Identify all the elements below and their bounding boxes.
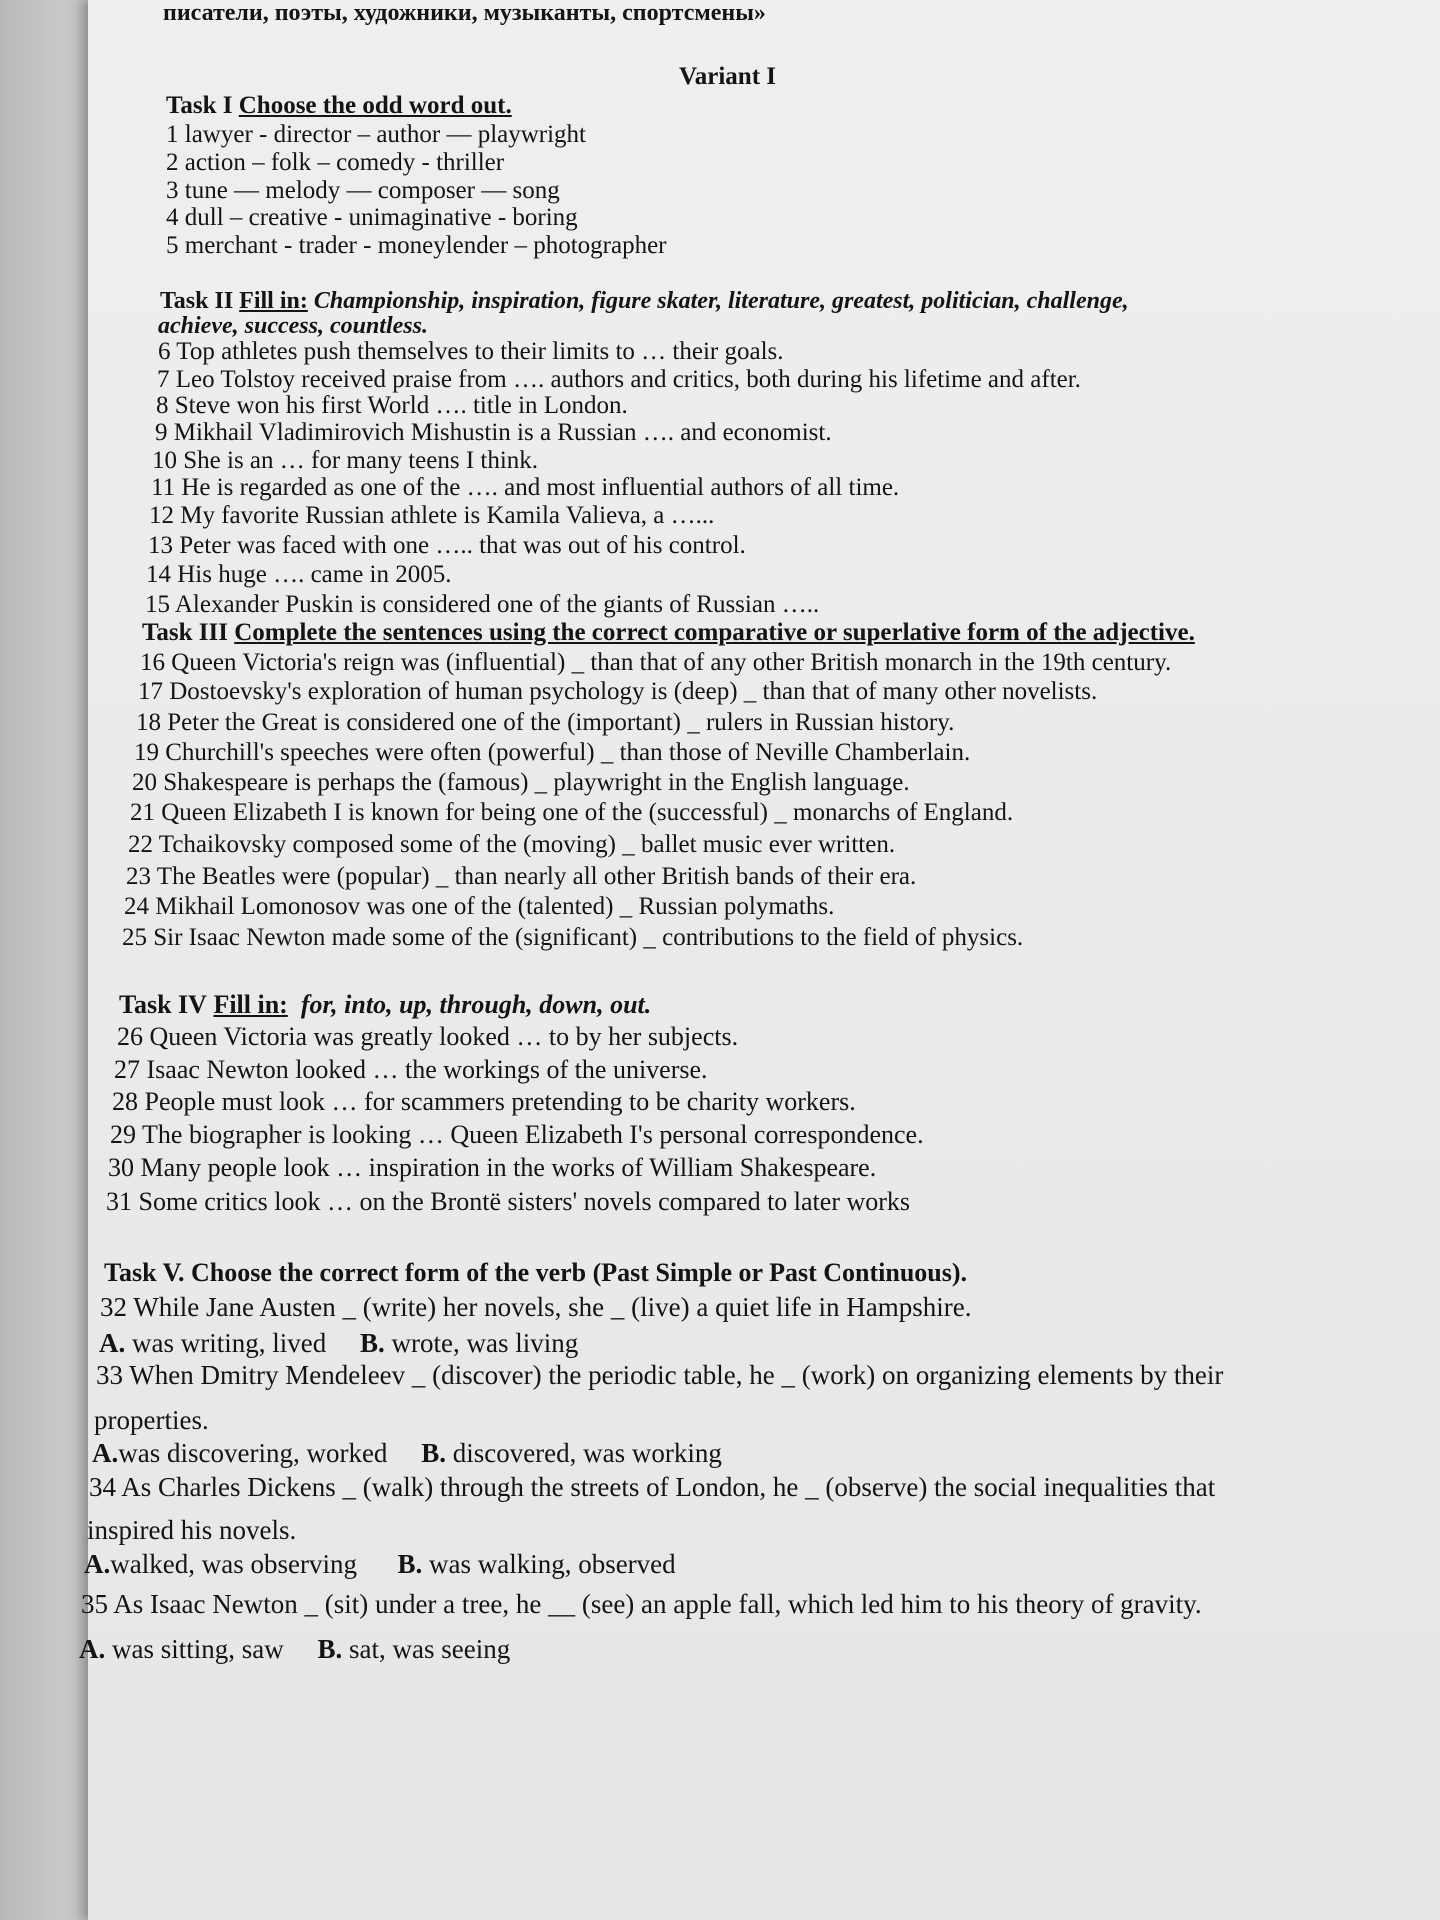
task2-title: Fill in: xyxy=(239,288,308,314)
task3-label: Task III xyxy=(142,619,228,646)
task3-item-20: 20 Shakespeare is perhaps the (famous) _ playwright in the English language. xyxy=(132,769,910,796)
task3-item-19: 19 Churchill's speeches were often (powerful) _ than those of Neville Chamberlain. xyxy=(134,739,971,766)
task1-item-3: 3 tune — melody — composer — song xyxy=(166,177,560,204)
task2-item-6: 6 Top athletes push themselves to their limits to … their goals. xyxy=(158,338,784,365)
task4-title: Fill in: xyxy=(213,990,288,1019)
task4-item-29: 29 The biographer is looking … Queen Elizabeth I's personal correspondence. xyxy=(110,1120,924,1149)
task3-item-21: 21 Queen Elizabeth I is known for being one of the (successful) _ monarchs of England. xyxy=(130,799,1014,826)
task1-item-1: 1 lawyer - director – author — playwright xyxy=(166,121,587,148)
task3-item-16: 16 Queen Victoria's reign was (influential) _ than that of any other British monarch in the 19th century. xyxy=(140,649,1172,676)
task1-item-5: 5 merchant - trader - moneylender – photographer xyxy=(166,232,667,259)
task3-item-25: 25 Sir Isaac Newton made some of the (significant) _ contributions to the field of physics. xyxy=(122,924,1024,951)
option-a-letter: A. xyxy=(84,1549,111,1579)
task5-question-34-line2: inspired his novels. xyxy=(87,1515,297,1545)
option-a-letter: A. xyxy=(79,1634,106,1664)
task3-item-24: 24 Mikhail Lomonosov was one of the (talented) _ Russian polymaths. xyxy=(124,893,835,920)
task1-item-4: 4 dull – creative - unimaginative - boring xyxy=(166,204,578,231)
option-b-letter: B. xyxy=(397,1549,423,1579)
task5-question-34-line1: 34 As Charles Dickens _ (walk) through the streets of London, he _ (observe) the social inequalities that xyxy=(89,1472,1216,1502)
task5-options-34 xyxy=(84,1549,676,1579)
task3-heading xyxy=(142,618,1195,648)
option-b-letter: B. xyxy=(317,1634,343,1664)
option-b-text: wrote, was living xyxy=(384,1328,579,1358)
task4-item-27: 27 Isaac Newton looked … the workings of the universe. xyxy=(114,1055,708,1084)
task5-options-35 xyxy=(79,1634,510,1664)
task1-heading xyxy=(166,91,512,121)
task1-title: Choose the odd word out. xyxy=(238,92,512,119)
task1-item-2: 2 action – folk – comedy - thriller xyxy=(166,149,505,176)
task5-options-33 xyxy=(92,1438,722,1468)
option-a-text: was writing, lived xyxy=(125,1328,327,1358)
task2-words-line2: achieve, success, countless. xyxy=(158,313,428,339)
option-a-text: walked, was observing xyxy=(110,1549,357,1579)
option-a-letter: A. xyxy=(92,1438,119,1468)
task1-label: Task I xyxy=(166,92,233,119)
task2-item-10: 10 She is an … for many teens I think. xyxy=(152,447,539,474)
task3-item-18: 18 Peter the Great is considered one of the (important) _ rulers in Russian history. xyxy=(136,709,955,736)
task2-item-11: 11 He is regarded as one of the …. and most influential authors of all time. xyxy=(151,474,900,501)
task4-item-28: 28 People must look … for scammers pretending to be charity workers. xyxy=(112,1087,856,1116)
option-a-letter: A. xyxy=(99,1328,126,1358)
task2-label: Task II xyxy=(160,288,234,314)
task3-title: Complete the sentences using the correct comparative or superlative form of the adjective. xyxy=(234,619,1195,646)
option-a-text: was sitting, saw xyxy=(105,1634,284,1664)
task5-heading: Task V. Choose the correct form of the verb (Past Simple or Past Continuous). xyxy=(104,1258,968,1287)
task4-item-26: 26 Queen Victoria was greatly looked … to by her subjects. xyxy=(117,1022,739,1051)
task5-question-33-line1: 33 When Dmitry Mendeleev _ (discover) the periodic table, he _ (work) on organizing elements by their xyxy=(96,1360,1224,1390)
task2-item-8: 8 Steve won his first World …. title in London. xyxy=(156,392,628,419)
task2-item-15: 15 Alexander Puskin is considered one of the giants of Russian ….. xyxy=(145,591,820,618)
task2-words-line1: Championship, inspiration, figure skater, literature, greatest, politician, challenge, xyxy=(313,288,1129,314)
task2-item-7: 7 Leo Tolstoy received praise from …. authors and critics, both during his lifetime and after. xyxy=(157,366,1081,393)
task4-item-30: 30 Many people look … inspiration in the works of William Shakespeare. xyxy=(108,1153,877,1182)
header-line: писатели, поэты, художники, музыканты, спортсмены» xyxy=(163,0,766,26)
option-a-text: was discovering, worked xyxy=(118,1438,388,1468)
task4-heading xyxy=(119,990,651,1020)
task5-options-32 xyxy=(99,1328,578,1358)
option-b-text: discovered, was working xyxy=(445,1438,722,1468)
task4-words: for, into, up, through, down, out. xyxy=(300,990,652,1019)
option-b-letter: B. xyxy=(421,1438,446,1468)
task2-item-14: 14 His huge …. came in 2005. xyxy=(146,561,452,588)
task5-question-35: 35 As Isaac Newton _ (sit) under a tree, he __ (see) an apple fall, which led him to his theory of gravity. xyxy=(81,1589,1202,1619)
variant-title: Variant I xyxy=(679,63,777,90)
task2-item-13: 13 Peter was faced with one ….. that was out of his control. xyxy=(148,532,746,559)
task3-item-22: 22 Tchaikovsky composed some of the (moving) _ ballet music ever written. xyxy=(128,831,896,858)
option-b-text: was walking, observed xyxy=(422,1549,676,1579)
task2-item-12: 12 My favorite Russian athlete is Kamila Valieva, a …... xyxy=(149,502,715,529)
task5-question-33-line2: properties. xyxy=(94,1405,209,1435)
option-b-letter: B. xyxy=(359,1328,385,1358)
option-b-text: sat, was seeing xyxy=(342,1634,511,1664)
task3-item-17: 17 Dostoevsky's exploration of human psychology is (deep) _ than that of many other novelists. xyxy=(138,678,1098,705)
task2-item-9: 9 Mikhail Vladimirovich Mishustin is a Russian …. and economist. xyxy=(155,419,832,446)
task5-question-32: 32 While Jane Austen _ (write) her novels, she _ (live) a quiet life in Hampshire. xyxy=(100,1292,972,1322)
task4-label: Task IV xyxy=(119,990,207,1019)
task3-item-23: 23 The Beatles were (popular) _ than nearly all other British bands of their era. xyxy=(126,863,917,890)
task4-item-31: 31 Some critics look … on the Brontë sisters' novels compared to later works xyxy=(106,1187,911,1216)
